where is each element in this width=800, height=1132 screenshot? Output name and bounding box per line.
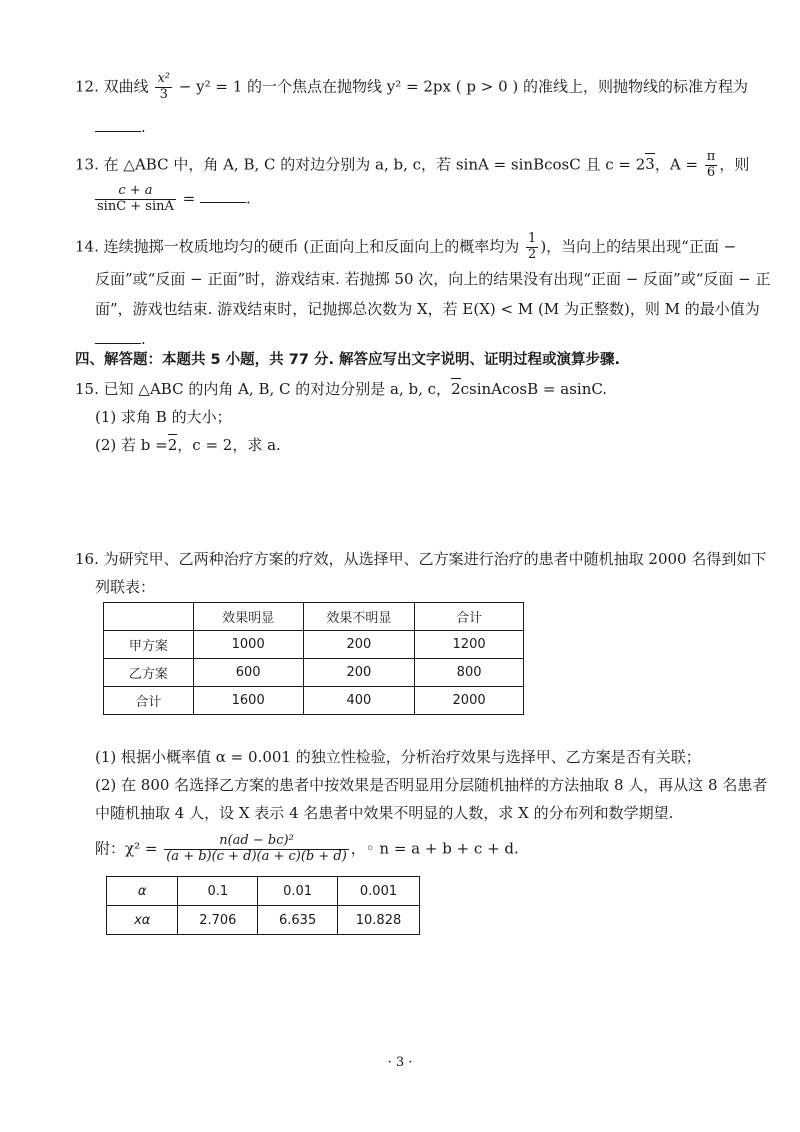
- table-cell: 0.001: [338, 877, 420, 906]
- table-row: [107, 906, 420, 935]
- fraction-expression: $\frac{c + a}{\sin C + \sin A}$: [97, 183, 174, 214]
- answer-blank[interactable]: [200, 201, 246, 203]
- question-number: 15.: [75, 380, 99, 398]
- table-cell: 1200: [415, 631, 524, 659]
- table-cell: α: [107, 877, 178, 906]
- table-cell: 合计: [415, 603, 524, 631]
- answer-blank-line: .: [95, 118, 146, 136]
- table-header-row: [104, 603, 524, 631]
- question-13: 13. 在 △ABC 中，角 A, B, C 的对边分别为 a, b, c，若 sinA = sinBcosC 且 c = 23，A = $\frac{\pi}{6}$ ，则: [75, 149, 750, 180]
- table-cell: 乙方案: [104, 659, 194, 687]
- table-row: [104, 659, 524, 687]
- contingency-table: [103, 602, 524, 715]
- question-15-part2: (2) 若 b =2，c = 2，求 a.: [95, 436, 281, 454]
- question-14: 14. 连续抛掷一枚质地均匀的硬币 (正面向上和反面向上的概率均为 $\frac{1}{2}$ )，当向上的结果出现“正面 −: [75, 231, 737, 262]
- question-number: 13.: [75, 155, 99, 174]
- fraction-one-half: $\frac{1}{2}$: [528, 231, 537, 262]
- section-heading: 四、解答题：本题共 5 小题，共 77 分. 解答应写出文字说明、证明过程或演算步骤.: [75, 352, 621, 368]
- table-cell: 2000: [415, 687, 524, 715]
- question-number: 16.: [75, 550, 99, 568]
- table-cell: 400: [303, 687, 415, 715]
- question-text: − y² = 1 的一个焦点在抛物线 y² = 2px ( p > 0 ) 的准线上，则抛物线的标准方程为: [178, 77, 748, 96]
- sqrt-2: 2: [167, 436, 178, 454]
- table-cell: 1000: [193, 631, 303, 659]
- page-number: · 3 ·: [387, 1055, 413, 1070]
- question-14-line3: 面”，游戏也结束. 游戏结束时，记抛掷总次数为 X，若 E(X) < M (M 为正整数)，则 M 的最小值为: [95, 300, 760, 318]
- table-cell: 200: [303, 659, 415, 687]
- table-cell: 10.828: [338, 906, 420, 935]
- question-14-line2: 反面”或“反面 − 正面”时，游戏结束. 若抛掷 50 次，向上的结果没有出现“正面 − 反面”或“反面 − 正: [95, 270, 771, 288]
- question-number: 12.: [75, 77, 99, 96]
- table-row: [104, 631, 524, 659]
- chi-square-fraction: $\frac{\text{n(ad − bc)²}}{(a + b)(c + d)(a + c)(b + d)}$: [166, 833, 347, 864]
- table-cell: 合计: [104, 687, 194, 715]
- table-cell: 2.706: [178, 906, 258, 935]
- question-12: [75, 72, 748, 103]
- answer-blank[interactable]: [95, 342, 141, 344]
- fraction-pi-over-6: $\frac{\pi}{6}$: [706, 149, 716, 180]
- table-row: [107, 877, 420, 906]
- answer-blank-line: .: [95, 330, 146, 348]
- sqrt-3: 3: [645, 155, 655, 174]
- sqrt-2: 2: [451, 380, 461, 398]
- question-15-part1: (1) 求角 B 的大小；: [95, 408, 232, 426]
- table-cell: 效果明显: [193, 603, 303, 631]
- answer-blank[interactable]: [95, 130, 141, 132]
- table-cell: 600: [193, 659, 303, 687]
- question-16: 16. 为研究甲、乙两种治疗方案的疗效，从选择甲、乙方案进行治疗的患者中随机抽取 2000 名得到如下: [75, 550, 767, 568]
- question-text: 在 △ABC 中，角 A, B, C 的对边分别为 a, b, c，若 sinA = sinBcosC 且 c = 2: [103, 155, 646, 174]
- table-cell: 6.635: [258, 906, 338, 935]
- table-cell: 800: [415, 659, 524, 687]
- table-cell: 200: [303, 631, 415, 659]
- critical-value-table: [106, 876, 420, 935]
- question-16-part1: (1) 根据小概率值 α = 0.001 的独立性检验，分析治疗效果与选择甲、乙方案是否有关联；: [95, 748, 701, 766]
- question-number: 14.: [75, 237, 99, 256]
- table-row: [104, 687, 524, 715]
- question-15: 15. 已知 △ABC 的内角 A, B, C 的对边分别是 a, b, c，2csinAcosB = asinC.: [75, 380, 608, 398]
- chi-square-formula: 附：χ² = $\frac{\text{n(ad − bc)²}}{(a + b)(c + d)(a + c)(b + d)}$ ，◦ n = a + b + c + d.: [95, 833, 519, 864]
- table-cell: 0.1: [178, 877, 258, 906]
- question-13-line2: $\frac{c + a}{\sin C + \sin A}$ = .: [97, 183, 251, 214]
- table-cell: 甲方案: [104, 631, 194, 659]
- question-16-line2: 列联表：: [95, 578, 156, 596]
- table-cell: 1600: [193, 687, 303, 715]
- question-16-part2-cont: 中随机抽取 4 人，设 X 表示 4 名患者中效果不明显的人数，求 X 的分布列和数学期望.: [95, 804, 674, 822]
- table-cell: 效果不明显: [303, 603, 415, 631]
- question-16-part2: (2) 在 800 名选择乙方案的患者中按效果是否明显用分层随机抽样的方法抽取 8 人，再从这 8 名患者: [95, 776, 768, 794]
- table-cell: xα: [107, 906, 178, 935]
- table-cell: [104, 603, 194, 631]
- question-text: 双曲线: [103, 77, 149, 96]
- table-cell: 0.01: [258, 877, 338, 906]
- fraction-x2-over-3: $\frac{\text{x²}}{3}$: [157, 71, 170, 102]
